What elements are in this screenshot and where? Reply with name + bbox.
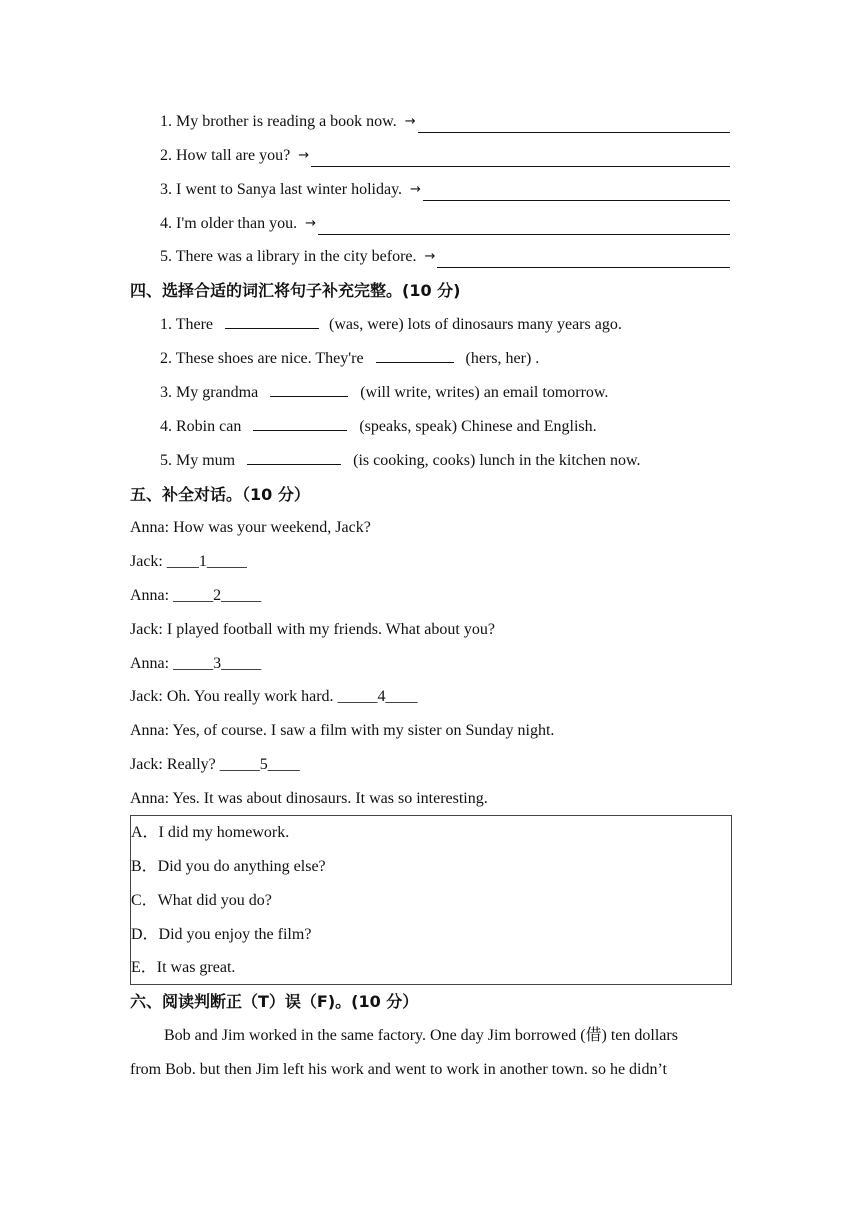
fill-item-4: [160, 416, 597, 438]
dialogue-line: Anna: How was your weekend, Jack?: [130, 519, 371, 536]
rewrite-item-2: [160, 145, 730, 167]
answer-options-box: [130, 815, 732, 985]
arrow-icon: →: [424, 249, 436, 264]
dialogue-line: Anna: _____2_____: [130, 587, 262, 604]
option-c: C．What did you do?: [131, 892, 272, 909]
fill-item-3: [160, 382, 608, 404]
fill-blank[interactable]: [225, 314, 319, 329]
fill-blank[interactable]: [270, 382, 348, 397]
dialogue-line: Jack: Oh. You really work hard. _____4____: [130, 688, 418, 705]
rewrite-sentence: 5. There was a library in the city before.: [160, 248, 417, 265]
rewrite-item-3: [160, 179, 730, 201]
fill-blank[interactable]: [253, 416, 347, 431]
section-5-heading: 五、补全对话。（10 分）: [130, 485, 310, 504]
rewrite-item-5: [160, 246, 730, 268]
rewrite-sentence: 2. How tall are you?: [160, 147, 291, 164]
fill-pre: 4. Robin can: [160, 418, 242, 435]
answer-line[interactable]: [437, 253, 730, 268]
answer-line[interactable]: [311, 152, 730, 167]
arrow-icon: →: [410, 182, 421, 197]
fill-post: (will write, writes) an email tomorrow.: [360, 384, 609, 401]
dialogue-line: Jack: ____1_____: [130, 553, 247, 570]
fill-blank[interactable]: [376, 348, 454, 363]
arrow-icon: →: [298, 148, 310, 163]
reading-paragraph-line-1: Bob and Jim worked in the same factory. One day Jim borrowed (借) ten dollars: [164, 1027, 678, 1044]
rewrite-sentence: 1. My brother is reading a book now.: [160, 113, 397, 130]
fill-pre: 1. There: [160, 316, 214, 333]
dialogue-line: Anna: _____3_____: [130, 655, 262, 672]
rewrite-item-1: [160, 111, 730, 133]
arrow-icon: →: [404, 114, 416, 129]
answer-line[interactable]: [418, 118, 730, 133]
fill-item-1: [160, 314, 622, 336]
section-6-heading: 六、阅读判断正（T）误（F)。(10 分）: [130, 992, 419, 1011]
fill-pre: 5. My mum: [160, 452, 236, 469]
dialogue-line: Jack: I played football with my friends. What about you?: [130, 621, 495, 638]
fill-pre: 2. These shoes are nice. They're: [160, 350, 364, 367]
option-b: B．Did you do anything else?: [131, 858, 326, 875]
rewrite-sentence: 4. I'm older than you.: [160, 215, 298, 232]
dialogue-line: Jack: Really? _____5____: [130, 756, 300, 773]
rewrite-sentence: 3. I went to Sanya last winter holiday.: [160, 181, 403, 198]
fill-post: (is cooking, cooks) lunch in the kitchen now.: [353, 452, 641, 469]
fill-blank[interactable]: [247, 450, 341, 465]
reading-paragraph-line-2: from Bob. but then Jim left his work and went to work in another town. so he didn’t: [130, 1061, 667, 1078]
fill-pre: 3. My grandma: [160, 384, 259, 401]
dialogue-line: Anna: Yes, of course. I saw a film with my sister on Sunday night.: [130, 722, 555, 739]
fill-post: (speaks, speak) Chinese and English.: [359, 418, 597, 435]
section-4-heading: 四、选择合适的词汇将句子补充完整。(10 分): [130, 281, 461, 300]
dialogue-line: Anna: Yes. It was about dinosaurs. It was so interesting.: [130, 790, 488, 807]
option-e: E．It was great.: [131, 959, 236, 976]
answer-line[interactable]: [423, 186, 730, 201]
fill-item-5: [160, 450, 640, 472]
option-a: A．I did my homework.: [131, 824, 290, 841]
fill-post: (was, were) lots of dinosaurs many years ago.: [329, 316, 622, 333]
answer-line[interactable]: [318, 220, 730, 235]
arrow-icon: →: [305, 216, 316, 231]
fill-item-2: [160, 348, 539, 370]
option-d: D．Did you enjoy the film?: [131, 926, 312, 943]
fill-post: (hers, her) .: [465, 350, 540, 367]
rewrite-item-4: [160, 213, 730, 235]
